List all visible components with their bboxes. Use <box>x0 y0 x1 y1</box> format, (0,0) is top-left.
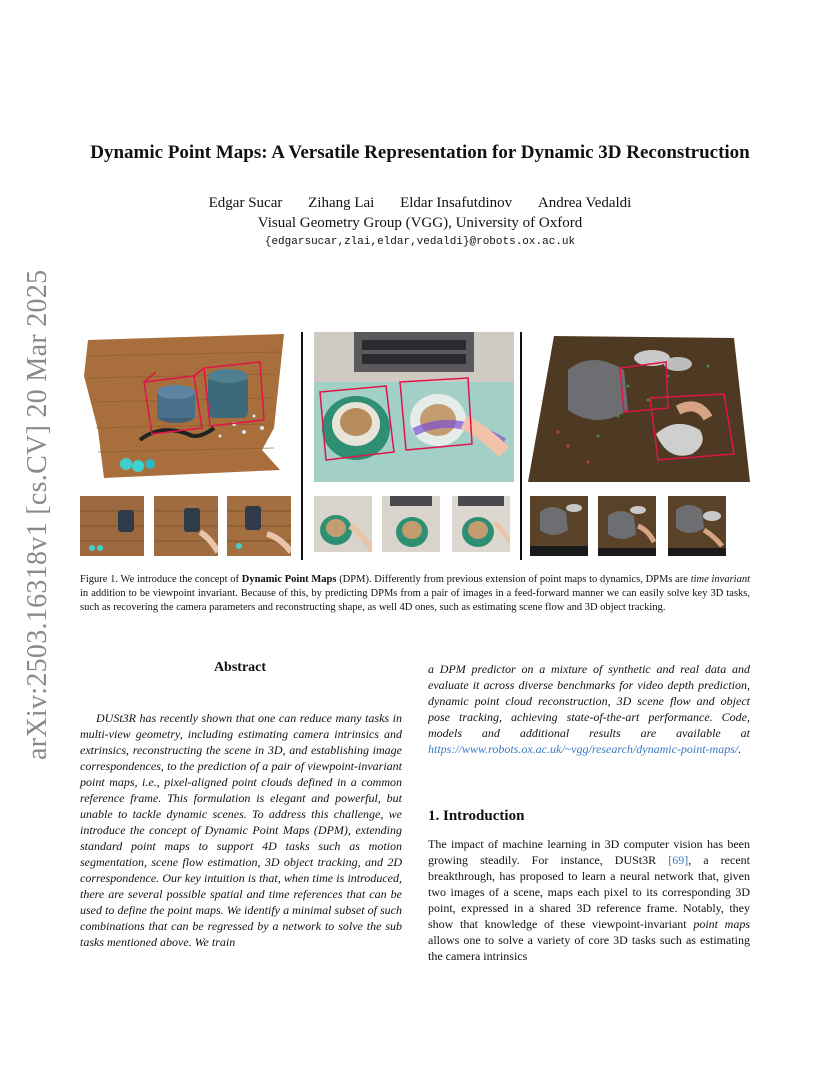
author-2: Zihang Lai <box>308 195 375 211</box>
figure-panel-shoes-pointcloud <box>528 336 750 482</box>
abstract-heading: Abstract <box>213 660 267 675</box>
figure-divider <box>301 332 303 560</box>
citation-link[interactable]: [69] <box>668 853 689 867</box>
author-list <box>60 195 780 212</box>
author-1: Edgar Sucar <box>208 195 283 211</box>
abstract-text-left: DUSt3R has recently shown that one can reduce many tasks in multi-view geometry, including estimating camera intrinsics and extrinsics, reconstructing the scene in 3D, and establishing image correspondences, to the prediction of a pair of viewpoint-invariant point maps, i.e., pixel-aligned point clouds defined in a common reference frame. This formulation is elegant and powerful, but unable to tackle dynamic scenes. To address this challenge, we introduce the concept of Dynamic Point Maps (DPM), extending standard point maps to support 4D tasks such as motion segmentation, scene flow estimation, 3D object tracking, and 2D correspondence. Our key intuition is that, when time is introduced, there are several possible spatial and time references that can be used to define the point maps. We identify a minimal subset of such combinations that can be regressed by a network to solve the sub tasks mentioned above. We train <box>80 711 402 949</box>
affiliation: Visual Geometry Group (VGG), University of Oxford <box>257 215 583 231</box>
abstract-text-right: a DPM predictor on a mixture of synthetic and real data and evaluate it across diverse benchmarks for video depth prediction, dynamic point cloud reconstruction, 3D scene flow and object pose tracking, achieving state-of-the-art performance. Code, models and additional results are available at https://www.robots.ox.ac.uk/~vgg/research/dynamic-point-maps/. <box>428 662 750 756</box>
input-frame-mugs-3 <box>227 496 291 556</box>
input-frame-shoes-2 <box>598 496 656 556</box>
figure-panel-mugs-pointcloud <box>84 332 290 478</box>
introduction-text: The impact of machine learning in 3D computer vision has been growing steadily. For instance, DUSt3R [69], a recent breakthrough, has proposed to learn a neural network that, given two images of a scene, maps each pixel to its corresponding 3D point, expressed in a shared 3D reference frame. Notably, they show that knowledge of these viewpoint-invariant point maps allows one to solve a variety of core 3D tasks such as estimating the camera intrinsics <box>428 837 750 963</box>
input-frame-coffee-3 <box>452 496 510 552</box>
input-frame-shoes-3 <box>668 496 726 556</box>
input-frame-coffee-1 <box>314 496 372 552</box>
input-frame-coffee-2 <box>382 496 440 552</box>
figure-caption: Figure 1. We introduce the concept of Dynamic Point Maps (DPM). Differently from previous extension of point maps to dynamics, DPMs are time invariant in addition to be viewpoint invariant. Because of this, by predicting DPMs from a pair of images in a feed-forward manner we can easily solve key 3D tasks, such as recovering the camera parameters and reconstructing shape, as well 4D ones, such as estimating scene flow and 3D object tracking. <box>80 574 751 613</box>
author-emails: {edgarsucar,zlai,eldar,vedaldi}@robots.ox.ac.uk <box>264 236 576 248</box>
figure-panel-coffee-pointcloud <box>314 332 514 482</box>
paper-title: Dynamic Point Maps: A Versatile Representation for Dynamic 3D Reconstruction <box>90 142 750 163</box>
arxiv-stamp: arXiv:2503.16318v1 [cs.CV] 20 Mar 2025 <box>22 269 53 760</box>
author-4: Andrea Vedaldi <box>537 195 632 211</box>
project-link[interactable]: https://www.robots.ox.ac.uk/~vgg/research/dynamic-point-maps/ <box>428 742 739 756</box>
author-3: Eldar Insafutdinov <box>400 195 513 211</box>
input-frame-shoes-1 <box>530 496 588 556</box>
figure-divider <box>520 332 522 560</box>
input-frame-mugs-1 <box>80 496 144 556</box>
figure-1 <box>78 328 750 560</box>
input-frame-mugs-2 <box>154 496 218 556</box>
section-heading-introduction: 1. Introduction <box>428 808 525 824</box>
